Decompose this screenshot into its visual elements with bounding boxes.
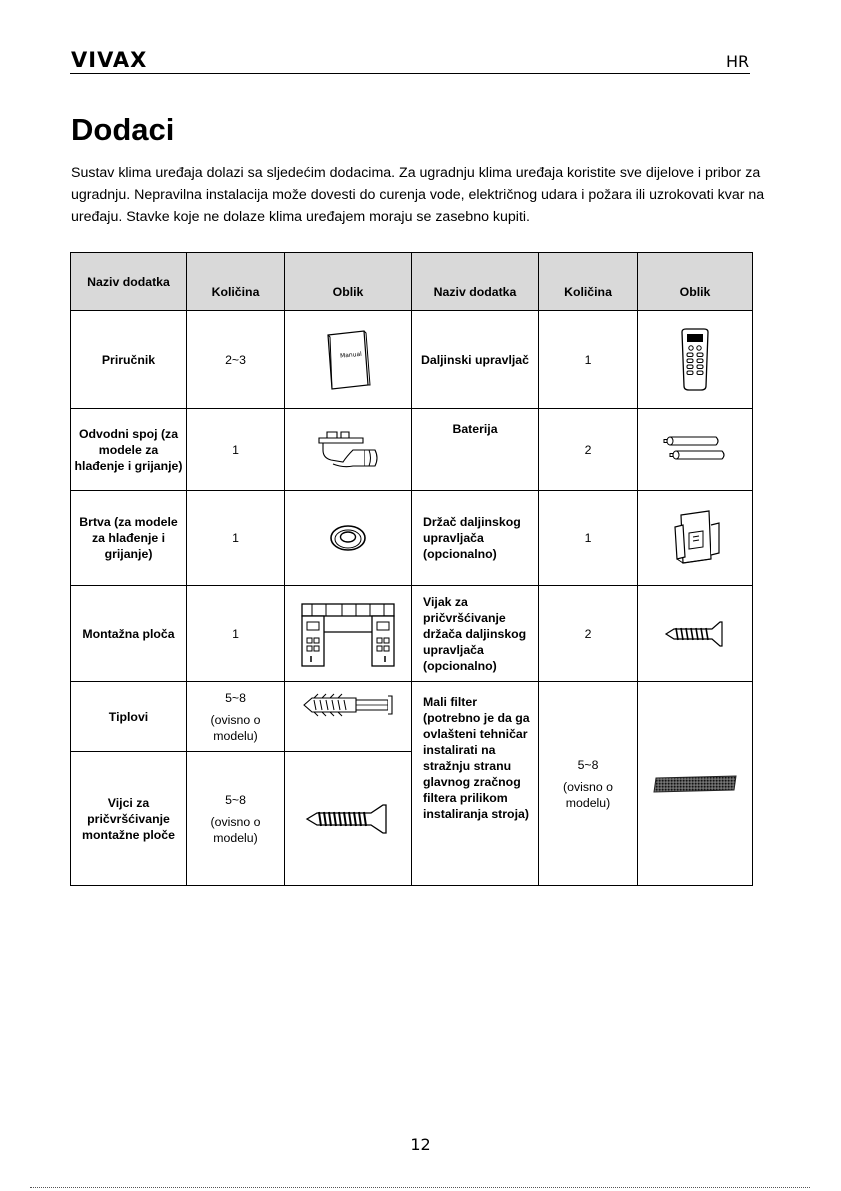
- item-name: Vijak za pričvršćivanje držača daljinskog upravljača (opcionalno): [412, 586, 539, 682]
- table-row: [71, 311, 753, 409]
- remote-control-icon: [638, 311, 753, 409]
- wall-anchor-icon: [285, 682, 412, 752]
- page-title: Dodaci: [71, 112, 175, 147]
- table-header-row: [71, 253, 753, 311]
- header-qty-right: Količina: [539, 253, 638, 311]
- qty-value: 5~8: [225, 792, 246, 807]
- item-qty: 1: [187, 409, 285, 491]
- item-qty: 1: [187, 586, 285, 682]
- small-filter-icon: [638, 682, 753, 886]
- manual-booklet-icon: [285, 311, 412, 409]
- item-name: Tiplovi: [71, 682, 187, 752]
- brand-logo: VIVAX: [71, 48, 148, 72]
- accessories-table: [70, 252, 753, 886]
- remote-holder-icon: [638, 491, 753, 586]
- item-qty: 1: [187, 491, 285, 586]
- item-name: Mali filter (potrebno je da ga ovlašteni tehničar instalirati na stražnju stranu glavnog zračnog filtera prilikom instaliranja stroja): [412, 682, 539, 886]
- item-name: Odvodni spoj (za modele za hlađenje i grijanje): [71, 409, 187, 491]
- item-qty: [187, 682, 285, 752]
- item-qty: 1: [539, 491, 638, 586]
- footer-rule: [30, 1187, 810, 1188]
- item-qty: 1: [539, 311, 638, 409]
- screw-icon: [285, 752, 412, 886]
- seal-ring-icon: [285, 491, 412, 586]
- header-name-right: Naziv dodatka: [412, 253, 539, 311]
- item-qty: 2: [539, 409, 638, 491]
- item-qty: 2: [539, 586, 638, 682]
- header-qty-left: Količina: [187, 253, 285, 311]
- battery-icon: [638, 409, 753, 491]
- item-qty: [187, 752, 285, 886]
- qty-value: 5~8: [225, 690, 246, 705]
- header-name-left: Naziv dodatka: [71, 253, 187, 311]
- table-row: [71, 586, 753, 682]
- mounting-plate-icon: [285, 586, 412, 682]
- item-name: Brtva (za modele za hlađenje i grijanje): [71, 491, 187, 586]
- header-shape-right: Oblik: [638, 253, 753, 311]
- drain-joint-icon: [285, 409, 412, 491]
- manual-label: Manual: [339, 350, 363, 360]
- table-row: [71, 491, 753, 586]
- page-number: 12: [410, 1135, 431, 1154]
- header-shape-left: Oblik: [285, 253, 412, 311]
- table-row: [71, 682, 753, 752]
- item-name: Baterija: [412, 409, 539, 491]
- qty-value: 5~8: [577, 757, 599, 772]
- item-name: Montažna ploča: [71, 586, 187, 682]
- qty-note: (ovisno o modelu): [210, 814, 261, 845]
- language-code: HR: [726, 52, 750, 71]
- table-row: [71, 409, 753, 491]
- qty-note: (ovisno o modelu): [563, 779, 613, 810]
- item-name: Vijci za pričvršćivanje montažne ploče: [71, 752, 187, 886]
- item-name: Priručnik: [71, 311, 187, 409]
- item-name: Daljinski upravljač: [412, 311, 539, 409]
- item-qty: [539, 682, 638, 886]
- item-name: Držač daljinskog upravljača (opcionalno): [412, 491, 539, 586]
- intro-paragraph: Sustav klima uređaja dolazi sa sljedećim dodacima. Za ugradnju klima uređaja koristite sve dijelove i pribor za ugradnju. Nepravilna instalacija može dovesti do curenja vode, električnog udara i požara ili uzrokovati kvar na uređaju. Stavke koje ne dolaze klima uređajem moraju se zasebno kupiti.: [71, 165, 765, 225]
- item-qty: 2~3: [187, 311, 285, 409]
- header-rule: [70, 73, 750, 74]
- screw-icon: [638, 586, 753, 682]
- qty-note: (ovisno o modelu): [210, 712, 261, 743]
